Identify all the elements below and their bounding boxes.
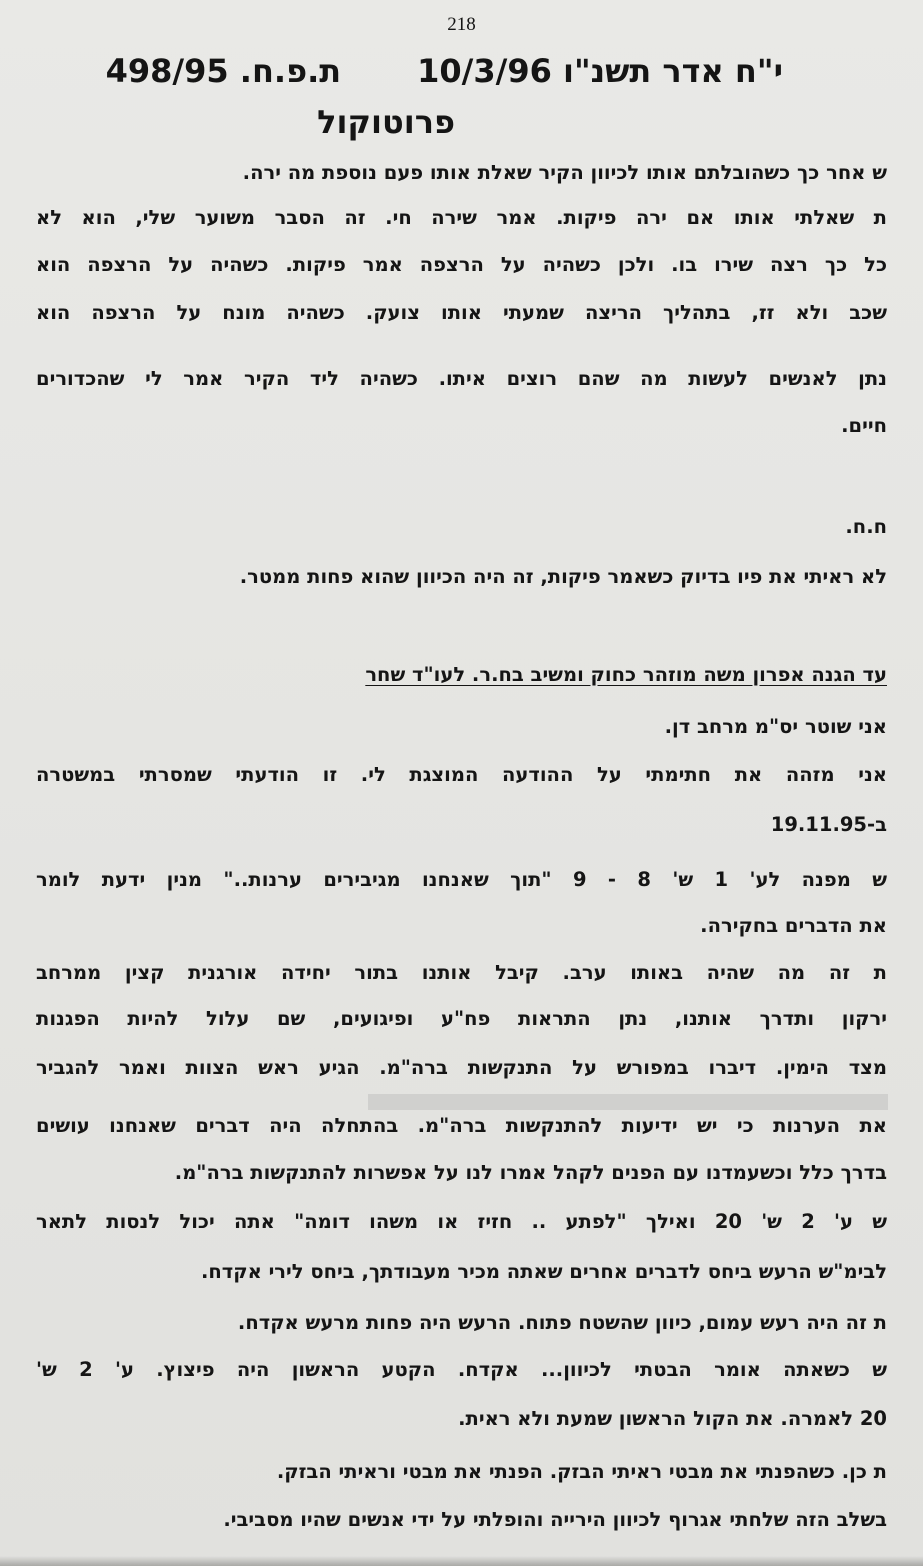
text-line: שכב ולא זז, בתהליך הריצה שמעתי אותו צועק. כשהיה מונח על הרצפה הוא [36,301,887,324]
text-line: את הערנות כי יש ידיעות להתנקשות ברה"מ. בהתחלה היה דברים שאנחנו עושים [36,1114,887,1137]
text-line: אני מזהה את חתימתי על ההודעה המוצגת לי. זו הודעתי שמסרתי במשטרה [36,763,887,786]
witness-heading: עד הגנה אפרון משה מוזהר כחוק ומשיב בח.ר. לעו"ד שחר [365,663,887,686]
text-line: ירקון ותדרך אותנו, נתן התראות פח"ע ופיגועים, שם עלול להיות הפגנות [36,1007,887,1030]
protocol-header [106,52,783,90]
text-line: לא ראיתי את פיו בדיוק כשאמר פיקות, זה היה הכיוון שהוא פחות ממטר. [239,565,887,588]
text-line: ב-19.11.95 [770,813,887,836]
text-line: ת זה מה שהיה באותו ערב. קיבל אותנו בתור יחידה אורגנית קצין ממרחב [36,961,887,984]
text-line: כל כך רצה שירו בו. ולכן כשהיה על הרצפה אמר פיקות. כשהיה על הרצפה הוא [36,253,887,276]
text-line: ת שאלתי אותו אם ירה פיקות. אמר שירה חי. זה הסבר משוער שלי, הוא לא [36,206,887,229]
text-line: 20 לאמרה. את הקול הראשון שמעת ולא ראית. [458,1407,887,1430]
text-line: אני שוטר יס"מ מרחב דן. [664,715,887,738]
text-line: חיים. [841,414,887,437]
header-date: י"ח אדר תשנ"ו 10/3/96 [417,52,783,90]
text-line: ש כשאתה אומר הבטתי לכיוון... אקדח. הקטע הראשון היה פיצוץ. ע' 2 ש' [36,1358,887,1381]
text-line: מצד הימין. דיברו במפורש על התנקשות ברה"מ. הגיע ראש הצוות ואמר להגביר [36,1056,887,1079]
document-title: פרוטוקול [317,103,455,141]
text-line: ש מפנה לע' 1 ש' 8 - 9 "תוך שאנחנו מגיבירים ערנות.." מנין ידעת לומר [36,868,888,891]
scan-shadow [368,1094,888,1110]
text-line: בדרך כלל וכשעמדנו עם הפנים לקהל אמרו לנו על אפשרות להתנקשות ברה"מ. [174,1161,887,1184]
text-line: את הדברים בחקירה. [700,914,887,937]
scan-edge-shadow [0,1556,923,1566]
page-number: 218 [447,14,476,35]
text-line: ת זה היה רעש עמום, כיוון שהשטח פתוח. הרעש היה פחות מרעש אקדח. [237,1311,887,1334]
text-line: בשלב הזה שלחתי אגרוף לכיוון הירייה והופלתי על ידי אנשים שהיו מסביבי. [223,1508,887,1531]
header-case-number: ת.פ.ח. 498/95 [105,52,342,90]
section-label: ח.ח. [845,515,887,538]
text-line: ש ע' 2 ש' 20 ואילך "לפתע .. חזיז או משהו דומה" אתה יכול לנסות לתאר [36,1210,887,1233]
text-line: נתן לאנשים לעשות מה שהם רוצים איתו. כשהיה ליד הקיר אמר לי שהכדורים [36,367,887,390]
text-line: לבימ"ש הרעש ביחס לדברים אחרים שאתה מכיר מעבודתך, ביחס לירי אקדח. [200,1260,887,1283]
text-line: ת כן. כשהפנתי את מבטי ראיתי הבזק. הפנתי את מבטי וראיתי הבזק. [276,1460,887,1483]
text-line: ש אחר כך כשהובלתם אותו לכיוון הקיר שאלת אותו פעם נוספת מה ירה. [242,161,887,184]
